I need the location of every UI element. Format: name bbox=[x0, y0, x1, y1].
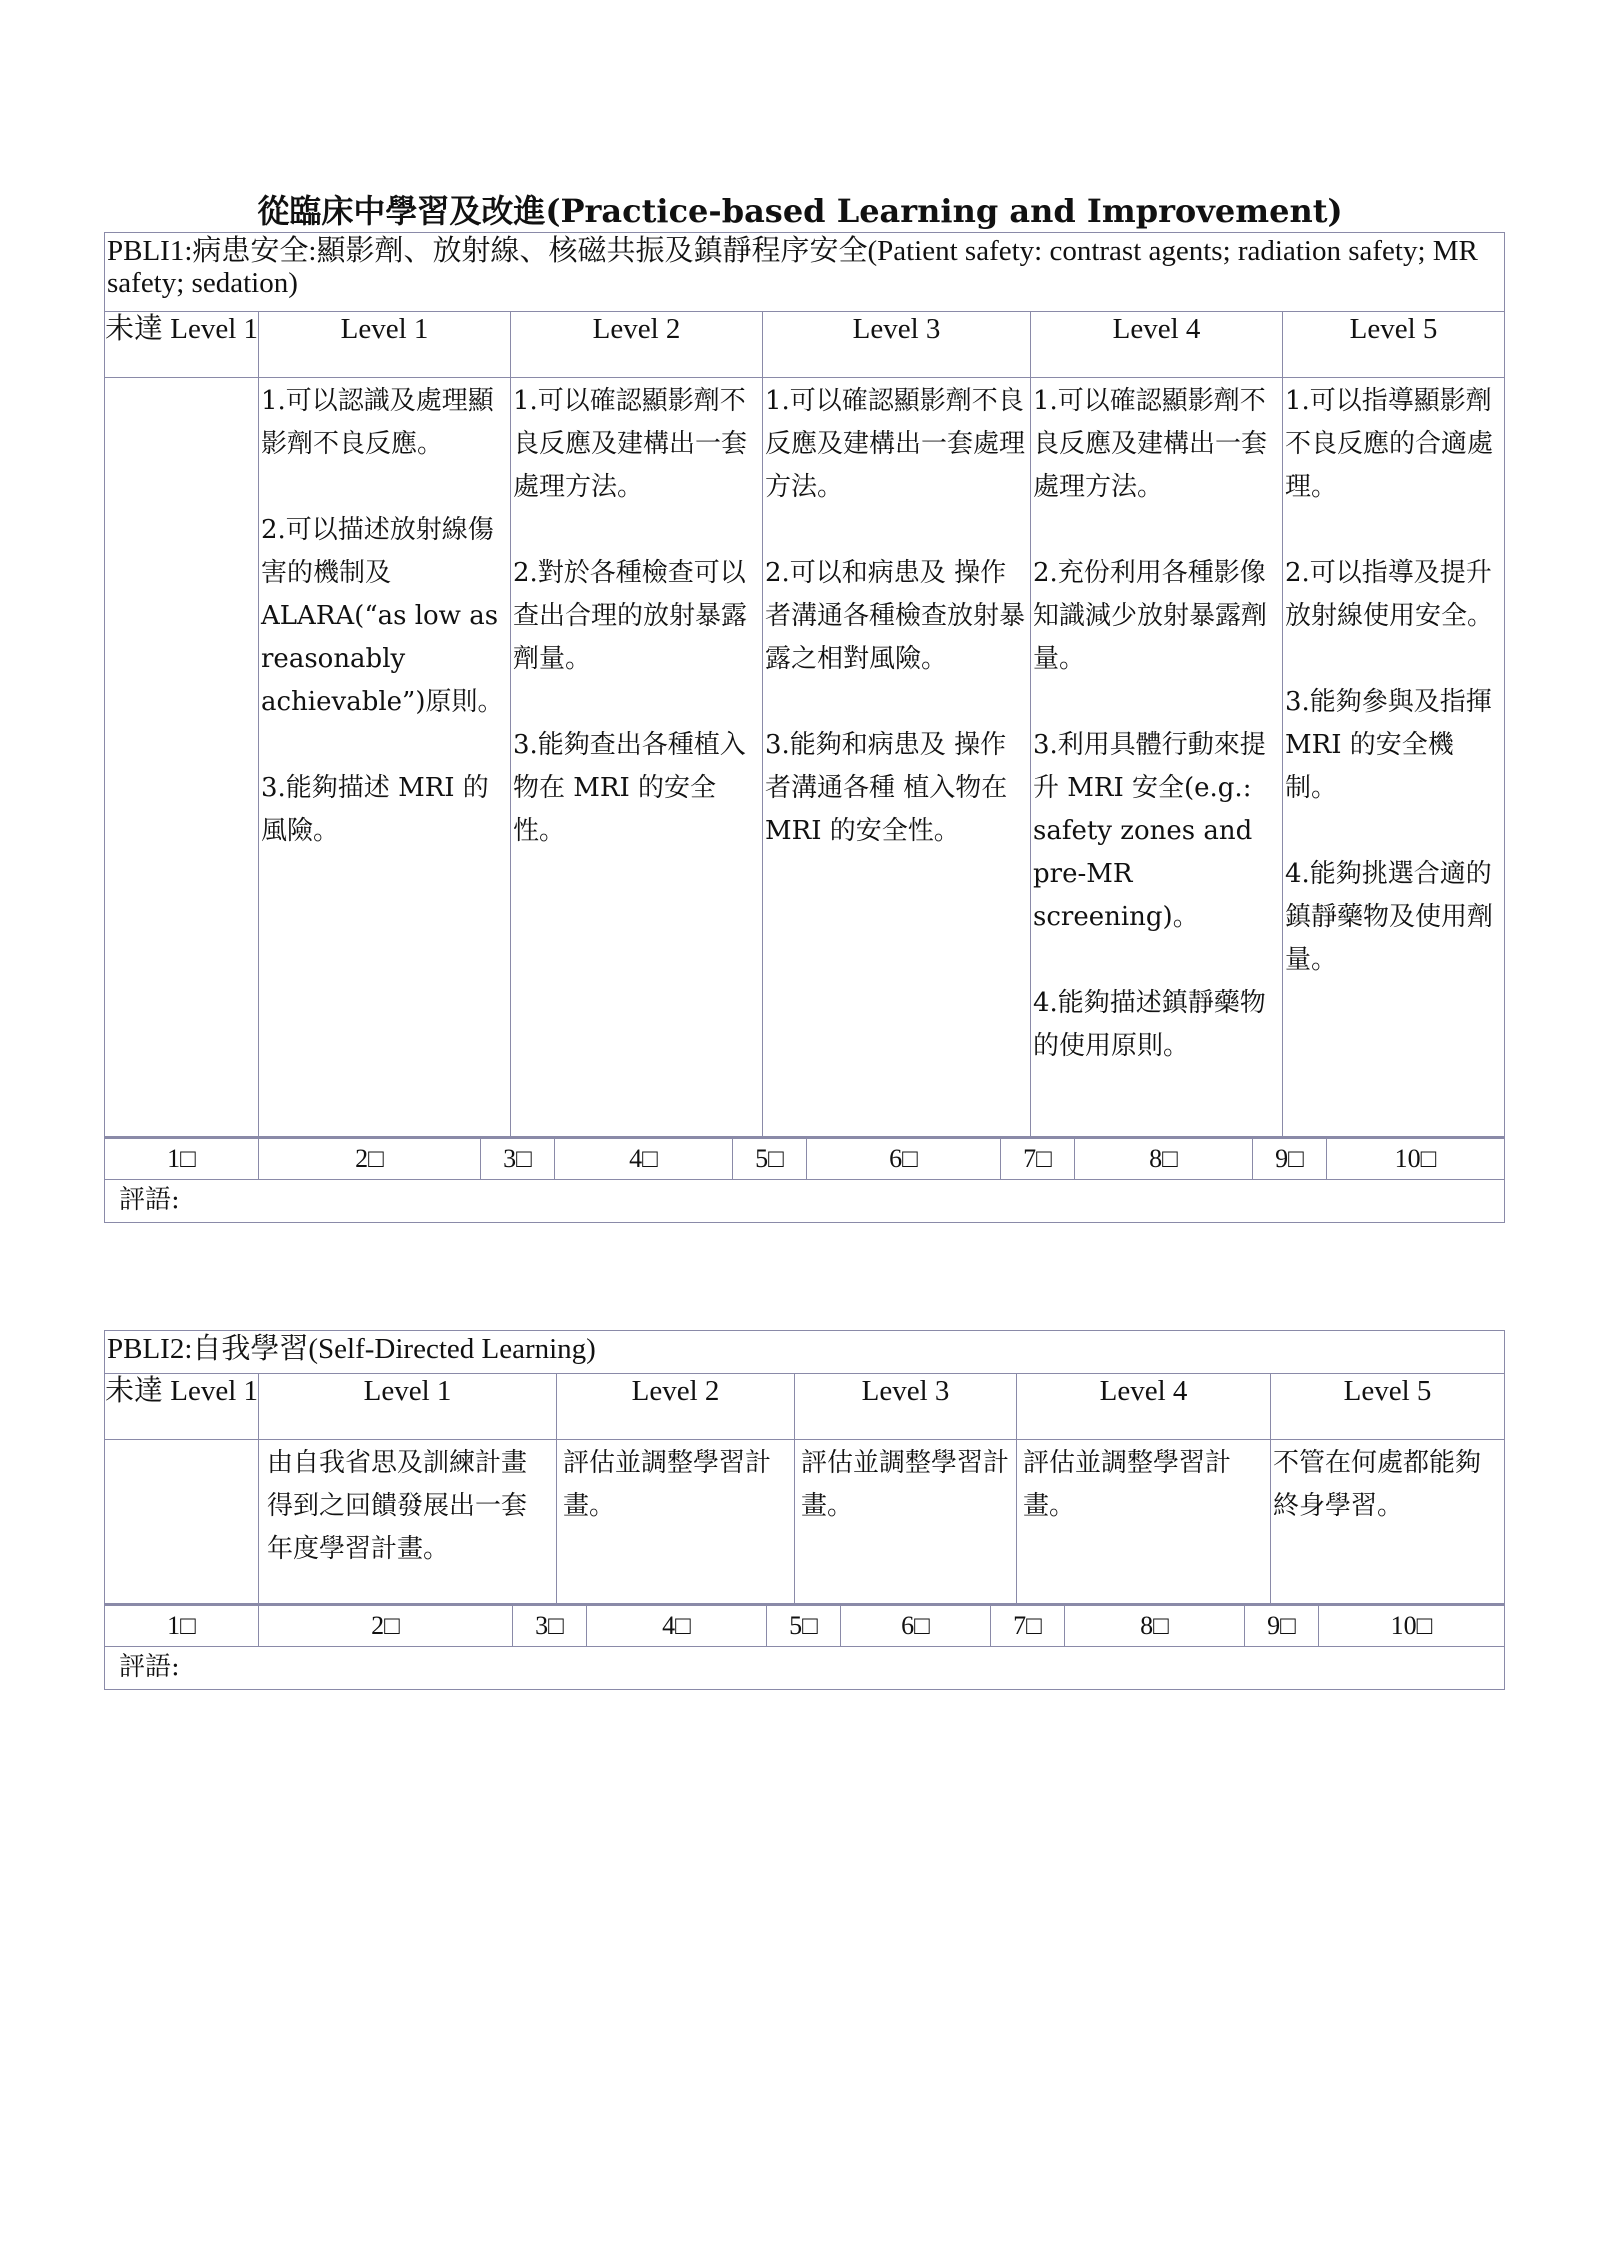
criterion-text: 2.可以指導及提升放射線使用安全。 bbox=[1285, 558, 1494, 631]
score-row bbox=[105, 1137, 1504, 1180]
below-level1-header: 未達 Level 1 bbox=[105, 312, 259, 377]
level-header-row bbox=[105, 1374, 1504, 1440]
level4-header: Level 4 bbox=[1017, 1374, 1271, 1439]
rubric-title: PBLI2:自我學習(Self-Directed Learning) bbox=[105, 1331, 1504, 1374]
rubric-pbli2 bbox=[104, 1330, 1505, 1690]
comment-row bbox=[105, 1180, 1504, 1222]
level-header-row bbox=[105, 312, 1504, 378]
criterion-text: 1.可以確認顯影劑不良反應及建構出一套處理方法。 bbox=[1033, 386, 1268, 502]
criterion-text: 3.能夠查出各種植入物在 MRI 的安全性。 bbox=[513, 730, 746, 846]
level4-description bbox=[1017, 1440, 1271, 1603]
level5-header: Level 5 bbox=[1349, 313, 1438, 345]
level4-description bbox=[1031, 378, 1283, 1136]
criterion-text: 1.可以認識及處理顯影劑不良反應。 bbox=[261, 386, 494, 459]
criterion-text: 不管在何處都能夠終身學習。 bbox=[1273, 1448, 1482, 1521]
criterion-text: 1.可以確認顯影劑不良反應及建構出一套處理方法。 bbox=[513, 386, 748, 502]
level2-description bbox=[557, 1440, 795, 1603]
level1-header: Level 1 bbox=[259, 1374, 557, 1439]
level1-header: Level 1 bbox=[259, 312, 511, 377]
score-checkbox-7[interactable]: 7□ bbox=[991, 1606, 1065, 1646]
comment-row bbox=[105, 1647, 1504, 1689]
criterion-text: 由自我省思及訓練計畫得到之回饋發展出一套年度學習計畫。 bbox=[267, 1448, 528, 1564]
criterion-text: 3.能夠和病患及 操作者溝通各種 植入物在 MRI 的安全性。 bbox=[765, 730, 1008, 846]
criterion-text: 評估並調整學習計畫。 bbox=[563, 1448, 772, 1521]
level4-header: Level 4 bbox=[1031, 312, 1283, 377]
level3-description bbox=[763, 378, 1031, 1136]
score-checkbox-2[interactable]: 2□ bbox=[259, 1606, 513, 1646]
level2-header: Level 2 bbox=[557, 1374, 795, 1439]
level1-description bbox=[259, 1440, 557, 1603]
below-level1-header: 未達 Level 1 bbox=[105, 1374, 259, 1439]
criterion-text: 2.充份利用各種影像知識減少放射暴露劑量。 bbox=[1033, 558, 1268, 674]
score-checkbox-7[interactable]: 7□ bbox=[1001, 1139, 1075, 1179]
rubric-pbli1 bbox=[104, 232, 1505, 1223]
score-checkbox-2[interactable]: 2□ bbox=[259, 1139, 481, 1179]
level5-header: Level 5 bbox=[1343, 1375, 1432, 1407]
criterion-text: 4.能夠挑選合適的鎮靜藥物及使用劑量。 bbox=[1285, 859, 1494, 975]
level3-header: Level 3 bbox=[763, 312, 1031, 377]
level5-description bbox=[1271, 1440, 1504, 1603]
level2-header: Level 2 bbox=[511, 312, 763, 377]
level1-description bbox=[259, 378, 511, 1136]
criterion-text: 3.能夠描述 MRI 的風險。 bbox=[261, 773, 489, 846]
score-checkbox-10[interactable]: 10□ bbox=[1394, 1144, 1437, 1173]
score-checkbox-5[interactable]: 5□ bbox=[733, 1139, 807, 1179]
score-checkbox-1[interactable]: 1□ bbox=[105, 1139, 259, 1179]
score-checkbox-9[interactable]: 9□ bbox=[1245, 1606, 1319, 1646]
criterion-text: 2.可以和病患及 操作者溝通各種檢查放射暴露之相對風險。 bbox=[765, 558, 1026, 674]
score-checkbox-5[interactable]: 5□ bbox=[767, 1606, 841, 1646]
score-checkbox-4[interactable]: 4□ bbox=[555, 1139, 733, 1179]
level2-description bbox=[511, 378, 763, 1136]
criterion-text: 2.可以描述放射線傷害的機制及ALARA(“as low as reasonably achievable”)原則。 bbox=[261, 515, 504, 717]
level5-description bbox=[1283, 378, 1504, 1136]
score-checkbox-8[interactable]: 8□ bbox=[1075, 1139, 1253, 1179]
criterion-text: 評估並調整學習計畫。 bbox=[801, 1448, 1010, 1521]
criterion-text: 1.可以確認顯影劑不良反應及建構出一套處理方法。 bbox=[765, 386, 1026, 502]
comment-label: 評語: bbox=[119, 1652, 180, 1682]
score-checkbox-9[interactable]: 9□ bbox=[1253, 1139, 1327, 1179]
score-checkbox-4[interactable]: 4□ bbox=[587, 1606, 767, 1646]
comment-label: 評語: bbox=[119, 1185, 180, 1215]
score-checkbox-10[interactable]: 10□ bbox=[1390, 1611, 1433, 1640]
level3-description bbox=[795, 1440, 1017, 1603]
level3-header: Level 3 bbox=[795, 1374, 1017, 1439]
criterion-text: 3.能夠參與及指揮 MRI 的安全機制。 bbox=[1285, 687, 1492, 803]
score-checkbox-3[interactable]: 3□ bbox=[513, 1606, 587, 1646]
criterion-text: 3.利用具體行動來提升 MRI 安全(e.g.: safety zones and pre-MR screening)。 bbox=[1033, 730, 1266, 932]
page-title: 從臨床中學習及改進(Practice-based Learning and Improvement) bbox=[257, 192, 1343, 230]
criterion-text: 2.對於各種檢查可以查出合理的放射暴露劑量。 bbox=[513, 558, 748, 674]
below-level1-description bbox=[105, 378, 259, 1136]
score-checkbox-6[interactable]: 6□ bbox=[807, 1139, 1001, 1179]
score-checkbox-3[interactable]: 3□ bbox=[481, 1139, 555, 1179]
description-row bbox=[105, 1440, 1504, 1604]
criterion-text: 4.能夠描述鎮靜藥物的使用原則。 bbox=[1033, 988, 1266, 1061]
score-checkbox-8[interactable]: 8□ bbox=[1065, 1606, 1245, 1646]
score-checkbox-6[interactable]: 6□ bbox=[841, 1606, 991, 1646]
rubric-title: PBLI1:病患安全:顯影劑、放射線、核磁共振及鎮靜程序安全(Patient safety: contrast agents; radiation safety; MR safety; sedation) bbox=[105, 233, 1504, 312]
criterion-text: 1.可以指導顯影劑不良反應的合適處理。 bbox=[1285, 386, 1494, 502]
description-row bbox=[105, 378, 1504, 1137]
score-checkbox-1[interactable]: 1□ bbox=[105, 1606, 259, 1646]
criterion-text: 評估並調整學習計畫。 bbox=[1023, 1448, 1232, 1521]
score-row bbox=[105, 1604, 1504, 1647]
below-level1-description bbox=[105, 1440, 259, 1603]
